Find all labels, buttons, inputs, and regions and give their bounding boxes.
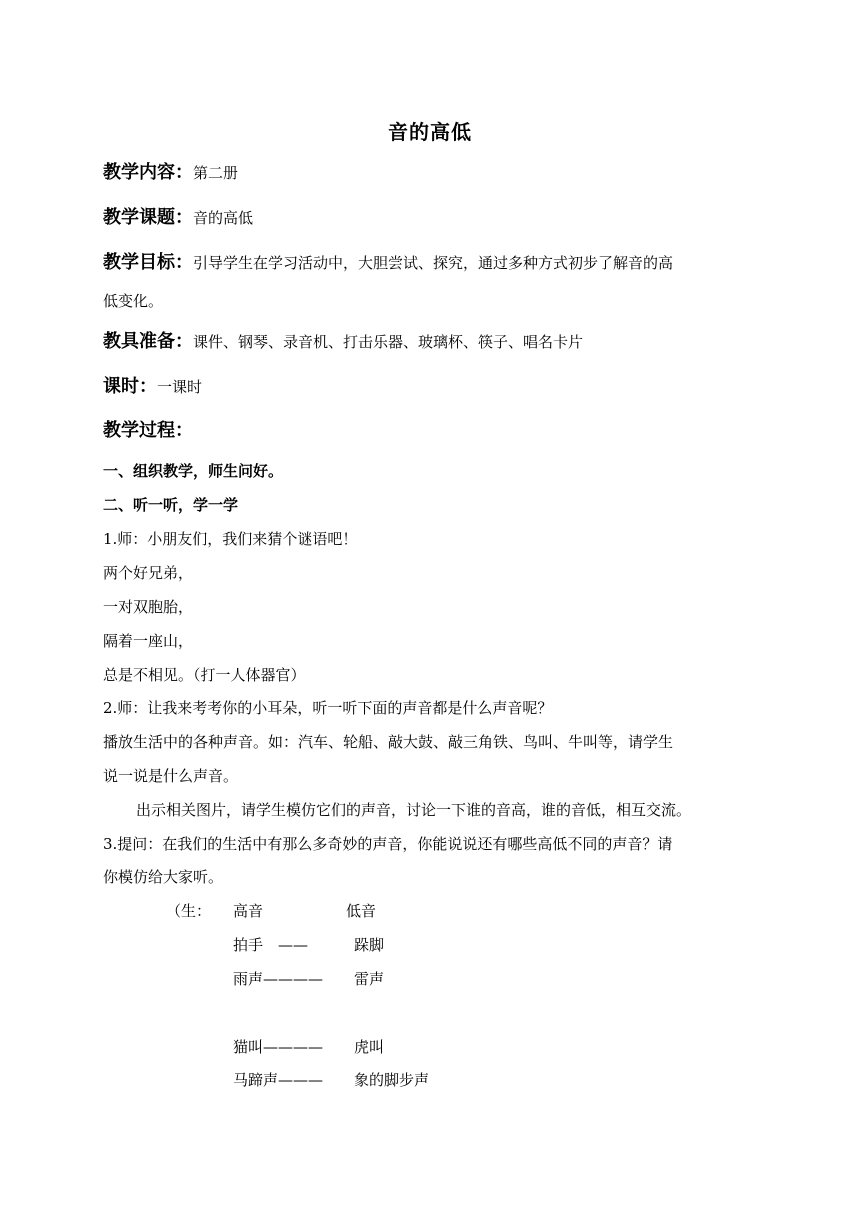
low-sound-2: 雷声 <box>354 970 385 988</box>
teaching-topic-field <box>103 201 763 235</box>
teaching-goal-field <box>103 246 763 280</box>
body-line-4: 隔着一座山， <box>103 632 194 650</box>
high-sound-3: 猫叫———— <box>233 1038 324 1056</box>
section-heading-1: 一、组织教学，师生问好。 <box>103 462 284 480</box>
teaching-tools-value: 课件、钢琴、录音机、打击乐器、玻璃杯、筷子、唱名卡片 <box>193 333 584 351</box>
teaching-tools-field <box>103 325 763 359</box>
teaching-process-field <box>103 414 763 448</box>
body-line-10: 3.提问：在我们的生活中有那么多奇妙的声音，你能说说还有哪些高低不同的声音？请 <box>103 835 673 853</box>
teaching-goal-label: 教学目标： <box>103 252 193 273</box>
body-line-3: 一对双胞胎， <box>103 598 194 616</box>
body-line-8: 说一说是什么声音。 <box>103 767 239 785</box>
low-sound-3: 虎叫 <box>354 1038 385 1056</box>
high-sound-4: 马蹄声——— <box>233 1071 324 1089</box>
high-sound-1: 拍手 —— <box>233 936 309 954</box>
teaching-content-value: 第二册 <box>193 164 239 182</box>
sound-table-prefix: （生： <box>166 902 212 920</box>
teaching-content-field <box>103 156 763 190</box>
teaching-goal-continuation <box>103 284 763 318</box>
body-line-6: 2.师：让我来考考你的小耳朵，听一听下面的声音都是什么声音呢？ <box>103 699 553 717</box>
teaching-process-label: 教学过程： <box>103 420 193 441</box>
teaching-topic-value: 音的高低 <box>193 209 254 227</box>
teaching-tools-label: 教具准备： <box>103 331 193 352</box>
body-line-2: 两个好兄弟， <box>103 564 194 582</box>
high-pitch-header: 高音 <box>233 902 264 920</box>
teaching-content-label: 教学内容： <box>103 162 193 183</box>
body-line-11: 你模仿给大家听。 <box>103 868 224 886</box>
class-period-value: 一课时 <box>157 378 203 396</box>
low-pitch-header: 低音 <box>346 902 377 920</box>
class-period-label: 课时： <box>103 376 157 397</box>
body-line-7: 播放生活中的各种声音。如：汽车、轮船、敲大鼓、敲三角铁、鸟叫、牛叫等，请学生 <box>103 733 674 751</box>
body-line-9: 出示相关图片，请学生模仿它们的声音，讨论一下谁的音高，谁的音低，相互交流。 <box>136 801 692 819</box>
page-title: 音的高低 <box>388 120 472 144</box>
teaching-topic-label: 教学课题： <box>103 207 193 228</box>
body-line-1: 1.师：小朋友们，我们来猜个谜语吧！ <box>103 530 358 548</box>
teaching-goal-value-line1: 引导学生在学习活动中，大胆尝试、探究，通过多种方式初步了解音的高 <box>193 254 674 272</box>
teaching-goal-value-line2: 低变化。 <box>103 292 164 310</box>
low-sound-1: 跺脚 <box>354 936 385 954</box>
class-period-field <box>103 370 763 404</box>
section-heading-2: 二、听一听，学一学 <box>103 496 239 514</box>
low-sound-4: 象的脚步声 <box>354 1071 430 1089</box>
high-sound-2: 雨声———— <box>233 970 324 988</box>
body-line-5: 总是不相见。（打一人体器官） <box>103 666 306 684</box>
